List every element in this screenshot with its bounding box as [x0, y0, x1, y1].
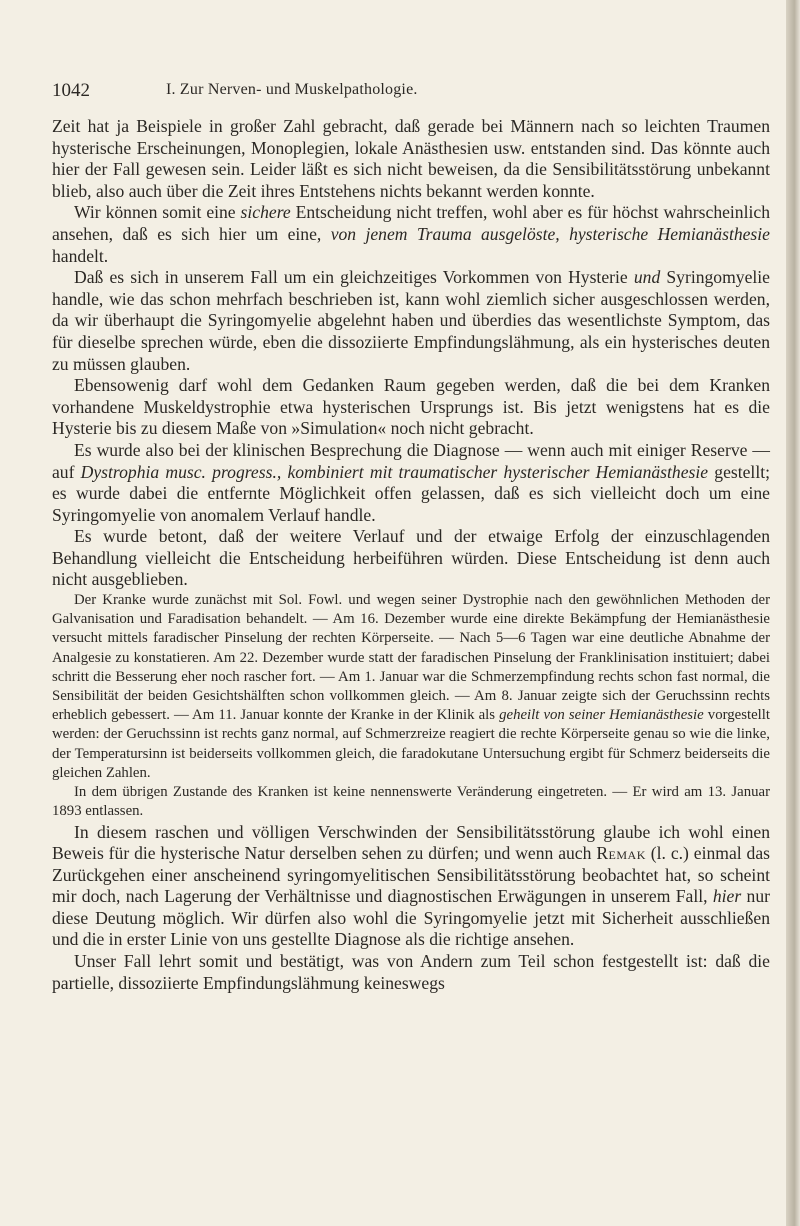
page-number: 1042 — [52, 80, 90, 101]
main-text-continued — [52, 822, 770, 995]
paragraph: Der Kranke wurde zunächst mit Sol. Fowl. und wegen seiner Dystrophie nach den gewöhnlichen Methoden der Galvanisation und Faradisation behandelt. — Am 16. Dezember wurde eine direkte Bekämpfung der Hemianästhesie versucht mittels faradischer Pinselung der rechten Körperseite. — Nach 5—6 Tagen war eine deutliche Abnahme der Analgesie zu konstatieren. Am 22. Dezember wurde statt der faradischen Pinselung der Franklinisation instituiert; dabei schritt die Besserung eher noch rascher fort. — Am 1. Januar war die Schmerzempfindung rechts schon fast normal, die Sensibilität der beiden Gesichtshälften schon vollkommen gleich. — Am 8. Januar zeigte sich der Geruchssinn rechts erheblich gebessert. — Am 11. Januar konnte der Kranke in der Klinik als geheilt von seiner Hemianästhesie vorgestellt werden: der Geruchssinn ist rechts ganz normal, auf Schmerzreize reagiert die rechte Körperseite genau so wie die linke, der Temperatursinn ist beiderseits vollkommen gleich, die faradokutane Untersuchung ergibt für Schmerz beiderseits die gleichen Zahlen. — [52, 592, 770, 781]
case-notes — [52, 591, 770, 821]
paragraph: Wir können somit eine sichere Entscheidung nicht treffen, wohl aber es für höchst wahrscheinlich ansehen, daß es sich hier um eine, von jenem Trauma ausgelöste, hysterische Hemianästhesie handelt. — [52, 202, 770, 266]
paragraph: Daß es sich in unserem Fall um ein gleichzeitiges Vorkommen von Hysterie und Syringomyelie handle, wie das schon mehrfach beschrieben ist, kann wohl ziemlich sicher ausgeschlossen werden, da wir überhaupt die Syringomyelie abgelehnt haben und überdies das wesentlichste Symptom, das für dieselbe sprechen würde, eben die dissoziierte Empfindungslähmung, als ein hysterisches deuten zu müssen glauben. — [52, 267, 770, 374]
page-edge-shadow — [786, 0, 800, 1226]
paragraph: Ebensowenig darf wohl dem Gedanken Raum gegeben werden, daß die bei dem Kranken vorhandene Muskeldystrophie etwa hysterischen Ursprungs ist. Bis jetzt wenigstens hat es die Hysterie bis zu diesem Maße von »Simulation« noch nicht gebracht. — [52, 375, 770, 439]
paragraph: In dem übrigen Zustande des Kranken ist keine nennenswerte Veränderung eingetreten. — Er wird am 13. Januar 1893 entlassen. — [52, 784, 770, 820]
running-head — [52, 80, 770, 106]
paragraph: In diesem raschen und völligen Verschwinden der Sensibilitätsstörung glaube ich wohl einen Beweis für die hysterische Natur derselben sehen zu dürfen; und wenn auch Remak (l. c.) einmal das Zurückgehen einer anscheinend syringomyelitischen Sensibilitätsstörung beobachtet hat, so scheint mir doch, nach Lagerung der Verhältnisse und diagnostischen Erwägungen in unserem Fall, hier nur diese Deutung möglich. Wir dürfen also wohl die Syringomyelie jetzt mit Sicherheit ausschließen und die in erster Linie von uns gestellte Diagnose als die richtige ansehen. — [52, 821, 771, 950]
page-body — [52, 116, 770, 994]
paragraph: Zeit hat ja Beispiele in großer Zahl gebracht, daß gerade bei Männern nach so leichten Traumen hysterische Erscheinungen, Monoplegien, lokale Anästhesien usw. entstanden sind. Das könnte auch hier der Fall gewesen sein. Leider läßt es sich nicht beweisen, da die Sensibilitätsstörung unbekannt blieb, also auch über die Zeit ihres Entstehens nichts bekannt werden konnte. — [52, 116, 770, 201]
running-title: I. Zur Nerven- und Muskelpathologie. — [166, 81, 418, 98]
paragraph: Es wurde betont, daß der weitere Verlauf und der etwaige Erfolg der einzuschlagenden Behandlung vielleicht die Entscheidung herbeiführen würden. Diese Entscheidung ist denn auch nicht ausgeblieben. — [52, 526, 770, 590]
paragraph: Unser Fall lehrt somit und bestätigt, was von Andern zum Teil schon festgestellt ist: daß die partielle, dissoziierte Empfindungslähmung keineswegs — [52, 951, 770, 993]
main-text — [52, 116, 770, 591]
paragraph: Es wurde also bei der klinischen Besprechung die Diagnose — wenn auch mit einiger Reserve — auf Dystrophia musc. progress., kombiniert mit traumatischer hysterischer Hemianästhesie gestellt; es wurde dabei die entfernte Möglichkeit offen gelassen, daß es sich vielleicht doch um eine Syringomyelie von anomalem Verlauf handle. — [52, 439, 770, 525]
